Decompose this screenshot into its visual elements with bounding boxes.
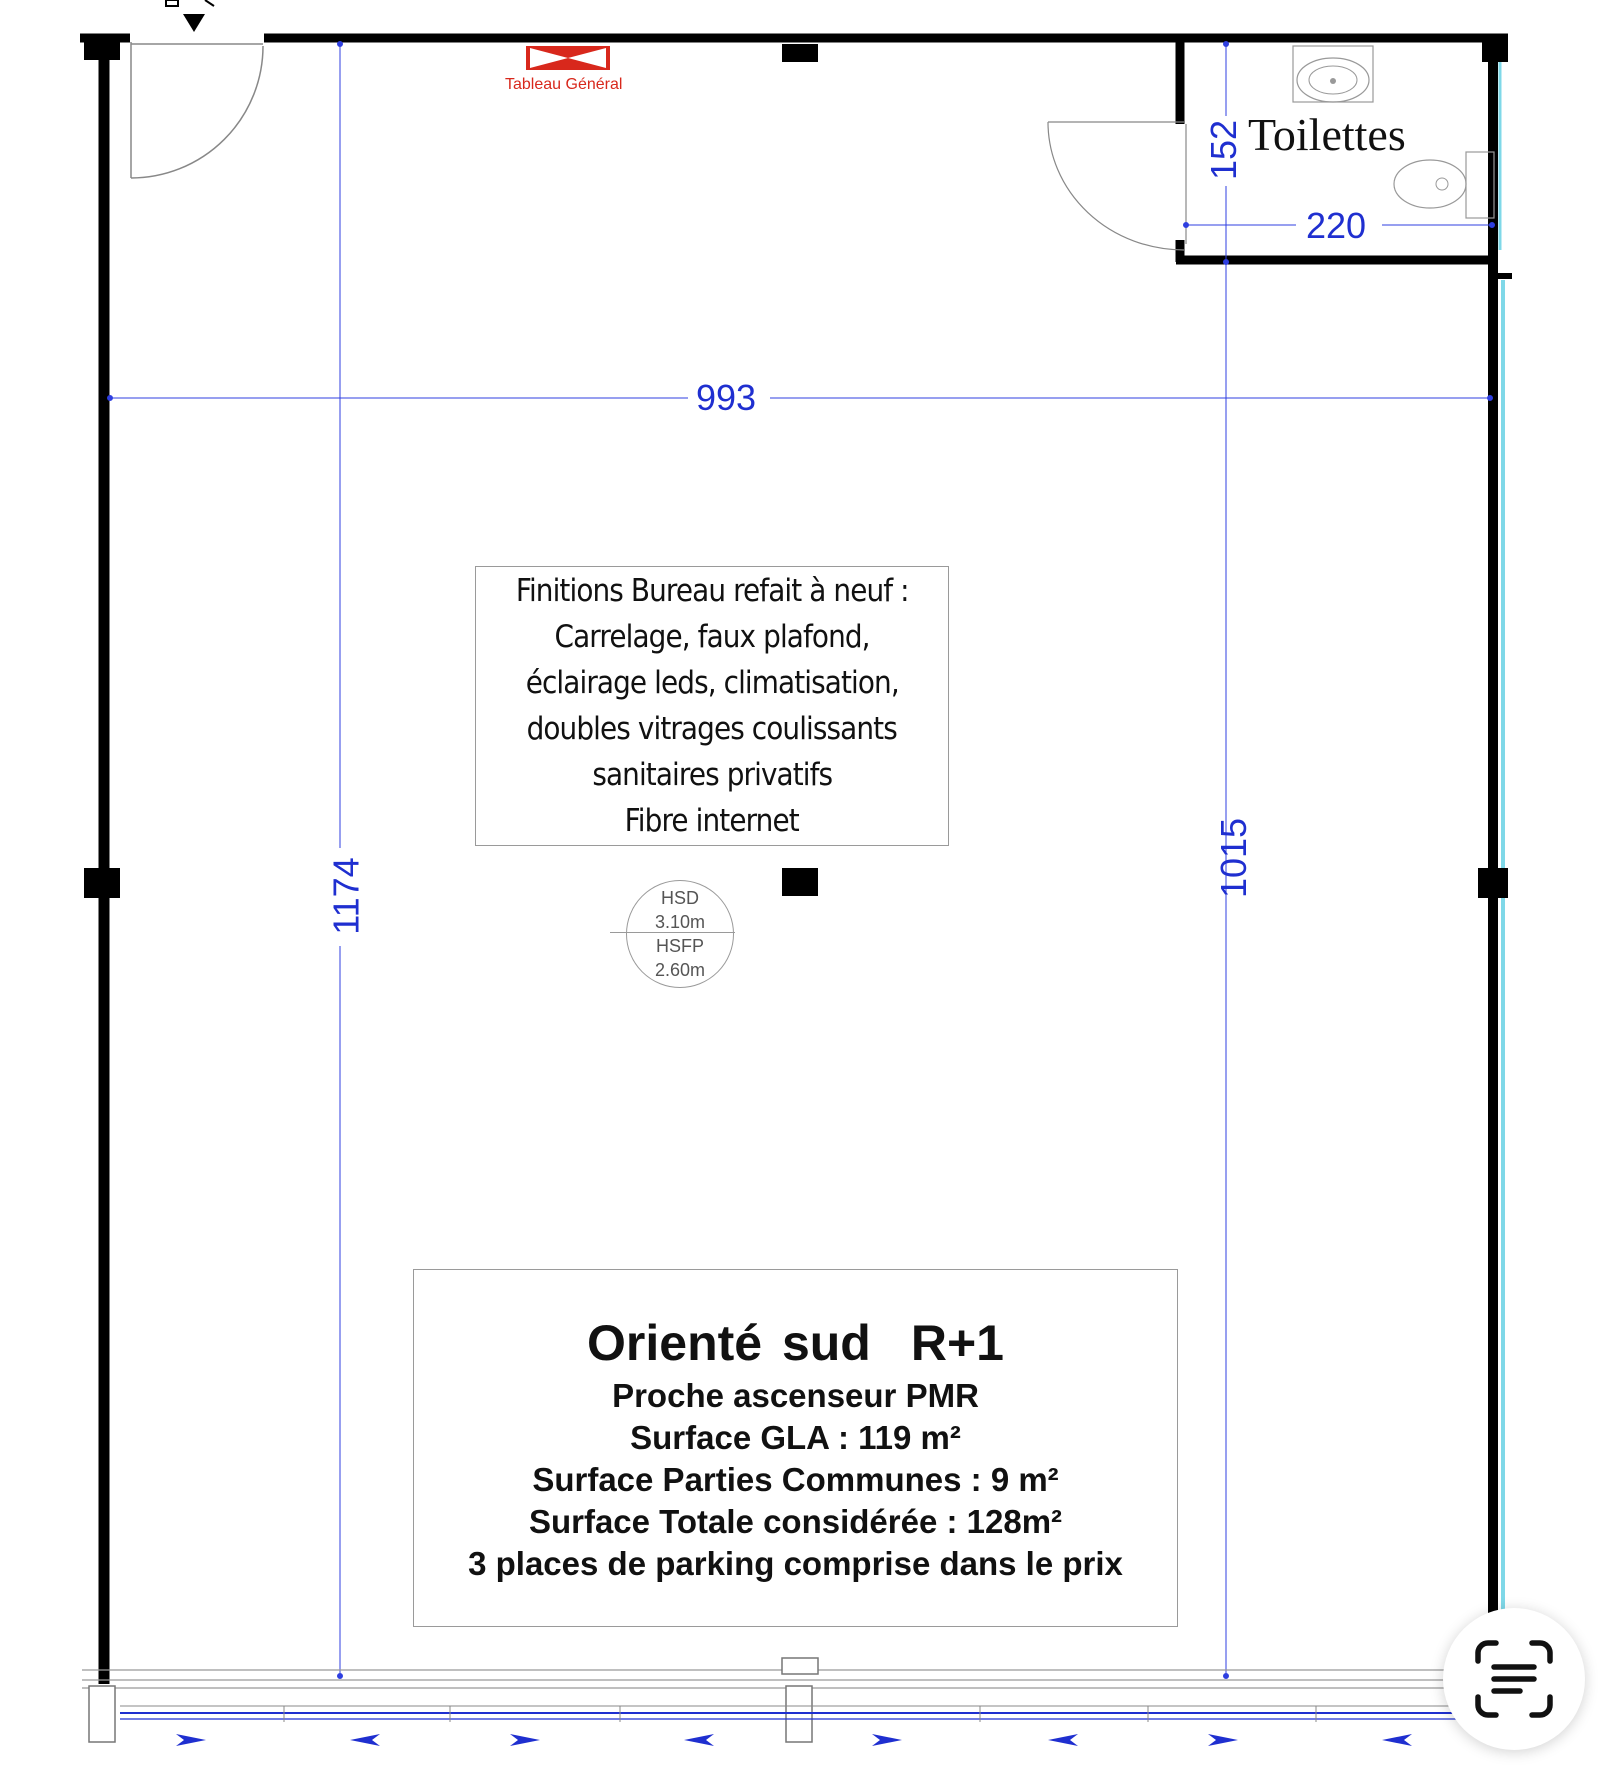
hsfp-value: 2.60m: [654, 960, 706, 980]
pillar-right-top: [1482, 40, 1508, 62]
slide-right-icon: [510, 1734, 540, 1746]
dimension-height-left: 1174: [325, 857, 367, 935]
hsd-label: HSD: [660, 888, 699, 908]
slide-right-icon: [872, 1734, 902, 1746]
finishes-line: doubles vitrages coulissants: [526, 711, 898, 747]
slide-left-icon: [684, 1734, 714, 1746]
finishes-line: Fibre internet: [624, 803, 800, 839]
slide-left-icon: [350, 1734, 380, 1746]
finishes-line: Carrelage, faux plafond,: [554, 619, 870, 655]
scan-text-button[interactable]: [1443, 1608, 1585, 1750]
ceiling-height-badge: [626, 880, 734, 988]
finishes-line: sanitaires privatifs: [592, 757, 832, 793]
electrical-panel-label: Tableau Général: [505, 76, 623, 93]
info-title-row: [587, 1311, 1004, 1375]
slide-right-icon: [1208, 1734, 1238, 1746]
dimension-toilet-height: 152: [1203, 119, 1245, 181]
slide-left-icon: [1048, 1734, 1078, 1746]
toilet-room-label: Toilettes: [1248, 109, 1406, 160]
info-line: Surface GLA : 119 m²: [630, 1419, 961, 1456]
entrance-arrow-icon: [166, 0, 214, 32]
floor-level: R+1: [910, 1315, 1004, 1371]
electrical-panel-icon: [526, 46, 610, 70]
dimension-width-total: 993: [696, 377, 757, 418]
dimension-toilet-width: 220: [1306, 205, 1367, 246]
info-line: Proche ascenseur PMR: [612, 1377, 979, 1414]
bottom-facade: [82, 1658, 1460, 1746]
info-line: 3 places de parking comprise dans le prix: [468, 1545, 1123, 1582]
pillar-center: [782, 868, 818, 896]
orientation-title: Orienté sud: [587, 1315, 871, 1371]
hsd-value: 3.10m: [654, 912, 706, 932]
dimension-height-right: 1015: [1213, 817, 1255, 899]
pillar-left-mid: [84, 868, 120, 898]
info-line: Surface Totale considérée : 128m²: [528, 1503, 1063, 1540]
entrance-door: [131, 42, 263, 178]
pillar-top-center: [782, 44, 818, 62]
scan-text-icon: [1472, 1637, 1556, 1721]
finishes-line: éclairage leds, climatisation,: [525, 665, 899, 701]
property-info-box: [413, 1269, 1178, 1627]
finishes-note: [475, 566, 949, 846]
pillar-right-mid: [1478, 868, 1508, 898]
pillar-left-top: [84, 40, 120, 60]
slide-right-icon: [176, 1734, 206, 1746]
finishes-line: Finitions Bureau refait à neuf :: [515, 573, 909, 609]
slide-left-icon: [1382, 1734, 1412, 1746]
hsfp-label: HSFP: [655, 936, 704, 956]
info-line: Surface Parties Communes : 9 m²: [532, 1461, 1059, 1498]
